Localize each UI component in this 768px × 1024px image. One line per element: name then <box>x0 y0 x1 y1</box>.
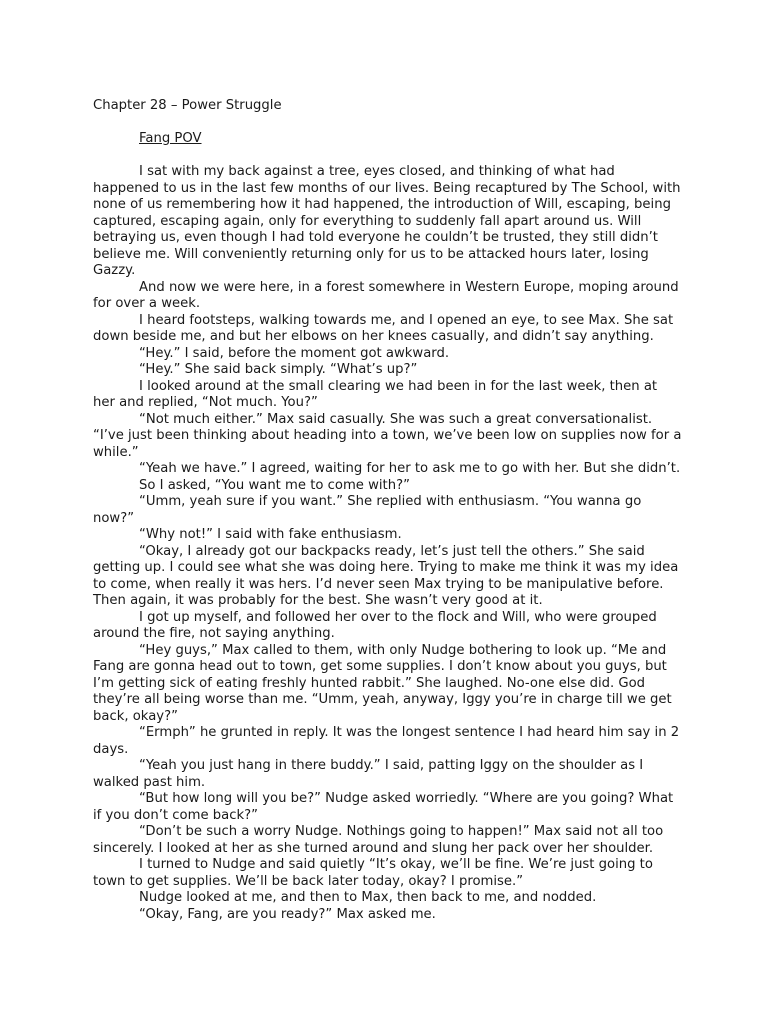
pov-heading <box>93 131 683 148</box>
paragraph: “Not much either.” Max said casually. She was such a great conversationalist. “I’ve just been thinking about heading into a town, we’ve been low on supplies now for a while.” <box>93 411 682 460</box>
paragraph: I looked around at the small clearing we had been in for the last week, then at her and replied, “Not much. You?” <box>93 378 658 410</box>
chapter-title: Chapter 28 – Power Struggle <box>93 98 282 113</box>
paragraph: I heard footsteps, walking towards me, and I opened an eye, to see Max. She sat down beside me, and but her elbows on her knees casually, and didn’t say anything. <box>93 312 674 344</box>
paragraph: “But how long will you be?” Nudge asked worriedly. “Where are you going? What if you don’t come back?” <box>93 791 674 823</box>
paragraph: “Okay, I already got our backpacks ready, let’s just tell the others.” She said getting up. I could see what she was doing here. Trying to make me think it was my idea to come, when really it was hers. I’d never seen Max trying to be manipulative before. Then again, it was probably for the best. She wasn’t very good at it. <box>93 543 679 608</box>
paragraph: And now we were here, in a forest somewhere in Western Europe, moping around for over a week. <box>93 279 679 311</box>
paragraph: “Why not!” I said with fake enthusiasm. <box>139 527 402 542</box>
paragraph: “Okay, Fang, are you ready?” Max asked me. <box>139 906 436 922</box>
paragraph: “Don’t be such a worry Nudge. Nothings going to happen!” Max said not all too sincerely. I looked at her as she turned around and slung her pack over her shoulder. <box>93 824 664 856</box>
pov-heading-text: Fang POV <box>139 131 202 146</box>
paragraph: “Umm, yeah sure if you want.” She replied with enthusiasm. “You wanna go now?” <box>93 494 642 526</box>
paragraph: Nudge looked at me, and then to Max, then back to me, and nodded. <box>139 890 597 905</box>
paragraph: I sat with my back against a tree, eyes closed, and thinking of what had happened to us in the last few months of our lives. Being recaptured by The School, with none of us remembering how it had happened, the introduction of Will, escaping, being captured, escaping again, only for everything to suddenly fall apart around us. Will betraying us, even though I had told everyone he couldn’t be trusted, they still didn’t believe me. Will conveniently returning only for us to be attacked hours later, losing Gazzy. <box>93 164 681 278</box>
document-page <box>93 98 683 923</box>
paragraph: “Yeah we have.” I agreed, waiting for her to ask me to go with her. But she didn’t. <box>139 461 681 476</box>
paragraph: “Ermph” he grunted in reply. It was the longest sentence I had heard him say in 2 days. <box>93 725 680 757</box>
paragraph: I turned to Nudge and said quietly “It’s okay, we’ll be fine. We’re just going to town to get supplies. We’ll be back later today, okay? I promise.” <box>93 857 653 889</box>
paragraph: “Hey.” I said, before the moment got awkward. <box>139 345 450 361</box>
paragraph: “Hey guys,” Max called to them, with only Nudge bothering to look up. “Me and Fang are gonna head out to town, get some supplies. I don’t know about you guys, but I’m getting sick of eating freshly hunted rabbit.” She laughed. No-one else did. God they’re all being worse than me. “Umm, yeah, anyway, Iggy you’re in charge till we get back, okay?” <box>93 642 672 724</box>
paragraph: So I asked, “You want me to come with?” <box>139 477 410 493</box>
paragraph: “Yeah you just hang in there buddy.” I said, patting Iggy on the shoulder as I walked past him. <box>93 758 644 790</box>
paragraph: I got up myself, and followed her over to the flock and Will, who were grouped around the fire, not saying anything. <box>93 609 657 641</box>
paragraph: “Hey.” She said back simply. “What’s up?” <box>139 362 418 377</box>
